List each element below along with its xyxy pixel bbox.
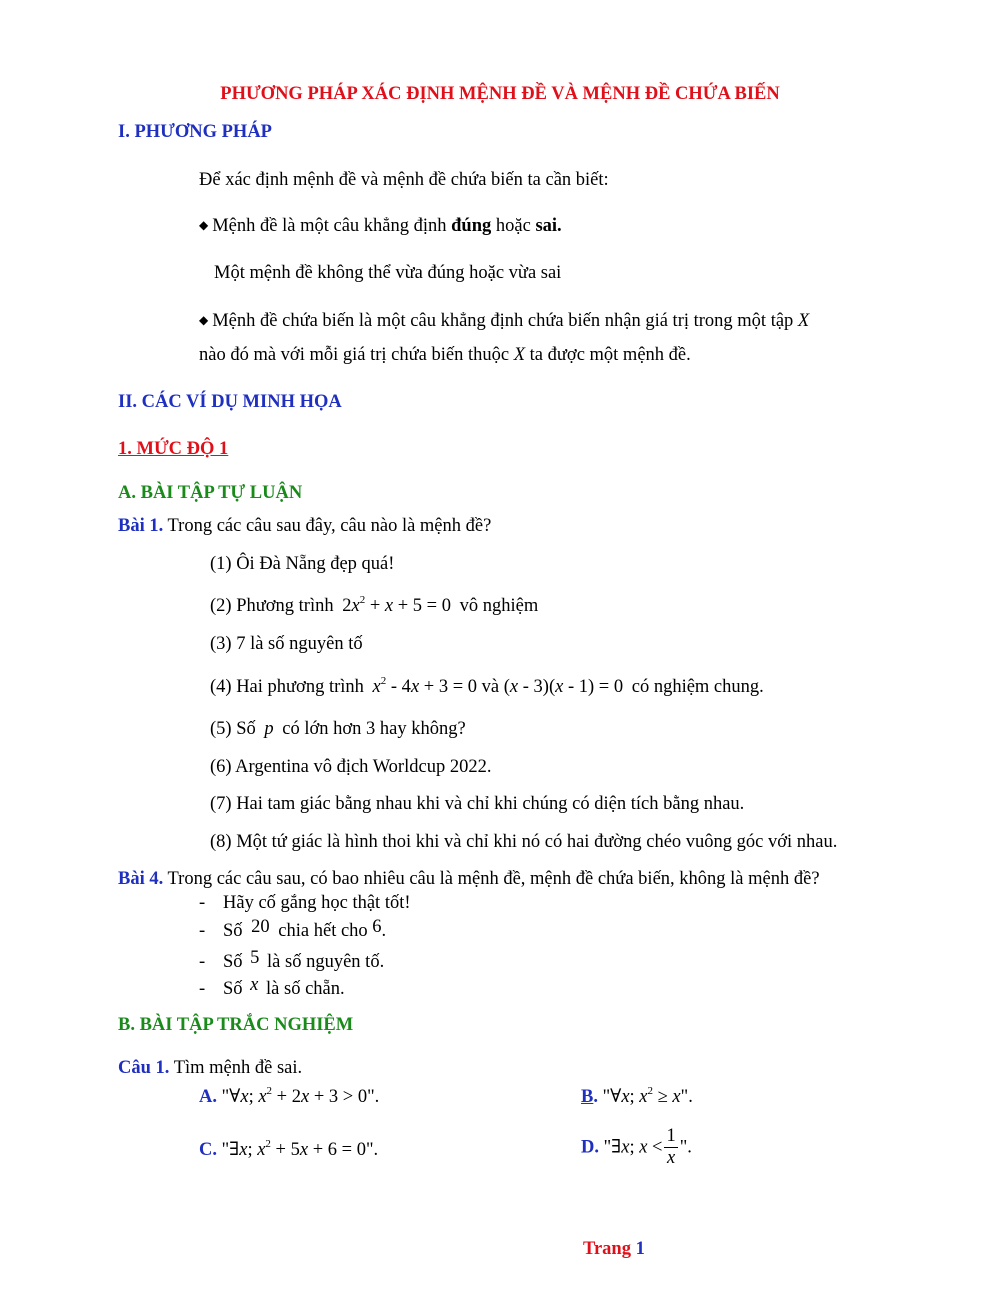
statement-note: Một mệnh đề không thể vừa đúng hoặc vừa sai [214,263,562,283]
exercise-1-item-4: (4) Hai phương trình $x^2 - 4x + 3 = 0$ và (x - 3)(x - 1) = 0 có nghiệm chung. [210,675,764,697]
fraction: $\frac{1}{x}$ [666,1126,676,1169]
equation: $x^2 - 4x + 3 = 0$ [372,675,478,697]
exercise-4-prompt: Bài 4. Trong các câu sau, có bao nhiêu câu là mệnh đề, mệnh đề chứa biến, không là mệnh đề? [118,869,820,889]
exercise-1-item-3: (3) 7 là số nguyên tố [210,634,363,654]
exercise-1-item-1: (1) Ôi Đà Nẵng đẹp quá! [210,554,395,574]
exercise-1-item-8: (8) Một tứ giác là hình thoi khi và chỉ khi nó có hai đường chéo vuông góc với nhau. [210,832,838,852]
formula: "∀x; $x^2 \ge x$". [602,1085,693,1107]
bullet-statement: ◆ Mệnh đề là một câu khẳng định đúng hoặc sai. [199,216,562,236]
exercise-4-item-1: - Hãy cố gắng học thật tốt! [199,893,411,913]
question-1-prompt: Câu 1. Tìm mệnh đề sai. [118,1058,303,1078]
option-d[interactable]: D. "∃x; x < $\frac{1}{x}$ ". [581,1126,692,1169]
exercise-4-item-4: - Số x là số chẵn. [199,975,345,999]
exercise-1-item-5: (5) Số p có lớn hơn 3 hay không? [210,719,466,739]
option-c[interactable]: C. "∃x; $x^2 + 5x + 6 = 0$". [199,1138,379,1160]
diamond-bullet-icon: ◆ [199,218,209,232]
exercise-1-item-6: (6) Argentina vô địch Worldcup 2022. [210,757,492,777]
page-number: Trang 1 [583,1239,645,1259]
section-heading-examples: II. CÁC VÍ DỤ MINH HỌA [118,392,342,412]
formula: "∃x; $x^2 + 5x + 6 = 0$". [221,1138,379,1160]
exercise-4-item-2: - Số 20 chia hết cho 6. [199,917,387,941]
bullet-open-statement-line1: ◆ Mệnh đề chứa biến là một câu khẳng định chứa biến nhận giá trị trong một tập X [199,311,810,331]
exercise-4-item-3: - Số 5 là số nguyên tố. [199,948,385,972]
option-b[interactable]: B. "∀x; $x^2 \ge x$". [581,1085,693,1107]
part-b-heading: B. BÀI TẬP TRẮC NGHIỆM [118,1015,354,1035]
formula: "∃x; x < [603,1137,663,1158]
diamond-bullet-icon: ◆ [199,313,209,327]
exercise-1-prompt: Bài 1. Trong các câu sau đây, câu nào là mệnh đề? [118,516,492,536]
equation: (x - 3)(x - 1) = 0 [503,677,624,697]
exercise-1-item-2: (2) Phương trình $2x^2 + x + 5 = 0$ vô nghiệm [210,594,539,616]
formula: "∀x; $x^2 + 2x + 3 > 0$". [221,1085,380,1107]
page-title: PHƯƠNG PHÁP XÁC ĐỊNH MỆNH ĐỀ VÀ MỆNH ĐỀ CHỨA BIẾN [220,84,780,104]
bullet-open-statement-line2: nào đó mà với mỗi giá trị chứa biến thuộc X ta được một mệnh đề. [199,345,691,365]
section-heading-method: I. PHƯƠNG PHÁP [118,122,272,142]
equation: $2x^2 + x + 5 = 0$ [342,594,451,616]
method-intro: Để xác định mệnh đề và mệnh đề chứa biến ta cần biết: [199,170,609,190]
part-a-heading: A. BÀI TẬP TỰ LUẬN [118,483,303,503]
option-a[interactable]: A. "∀x; $x^2 + 2x + 3 > 0$". [199,1085,380,1107]
level-heading: 1. MỨC ĐỘ 1 [118,439,229,459]
exercise-1-item-7: (7) Hai tam giác bằng nhau khi và chỉ khi chúng có diện tích bằng nhau. [210,794,745,814]
